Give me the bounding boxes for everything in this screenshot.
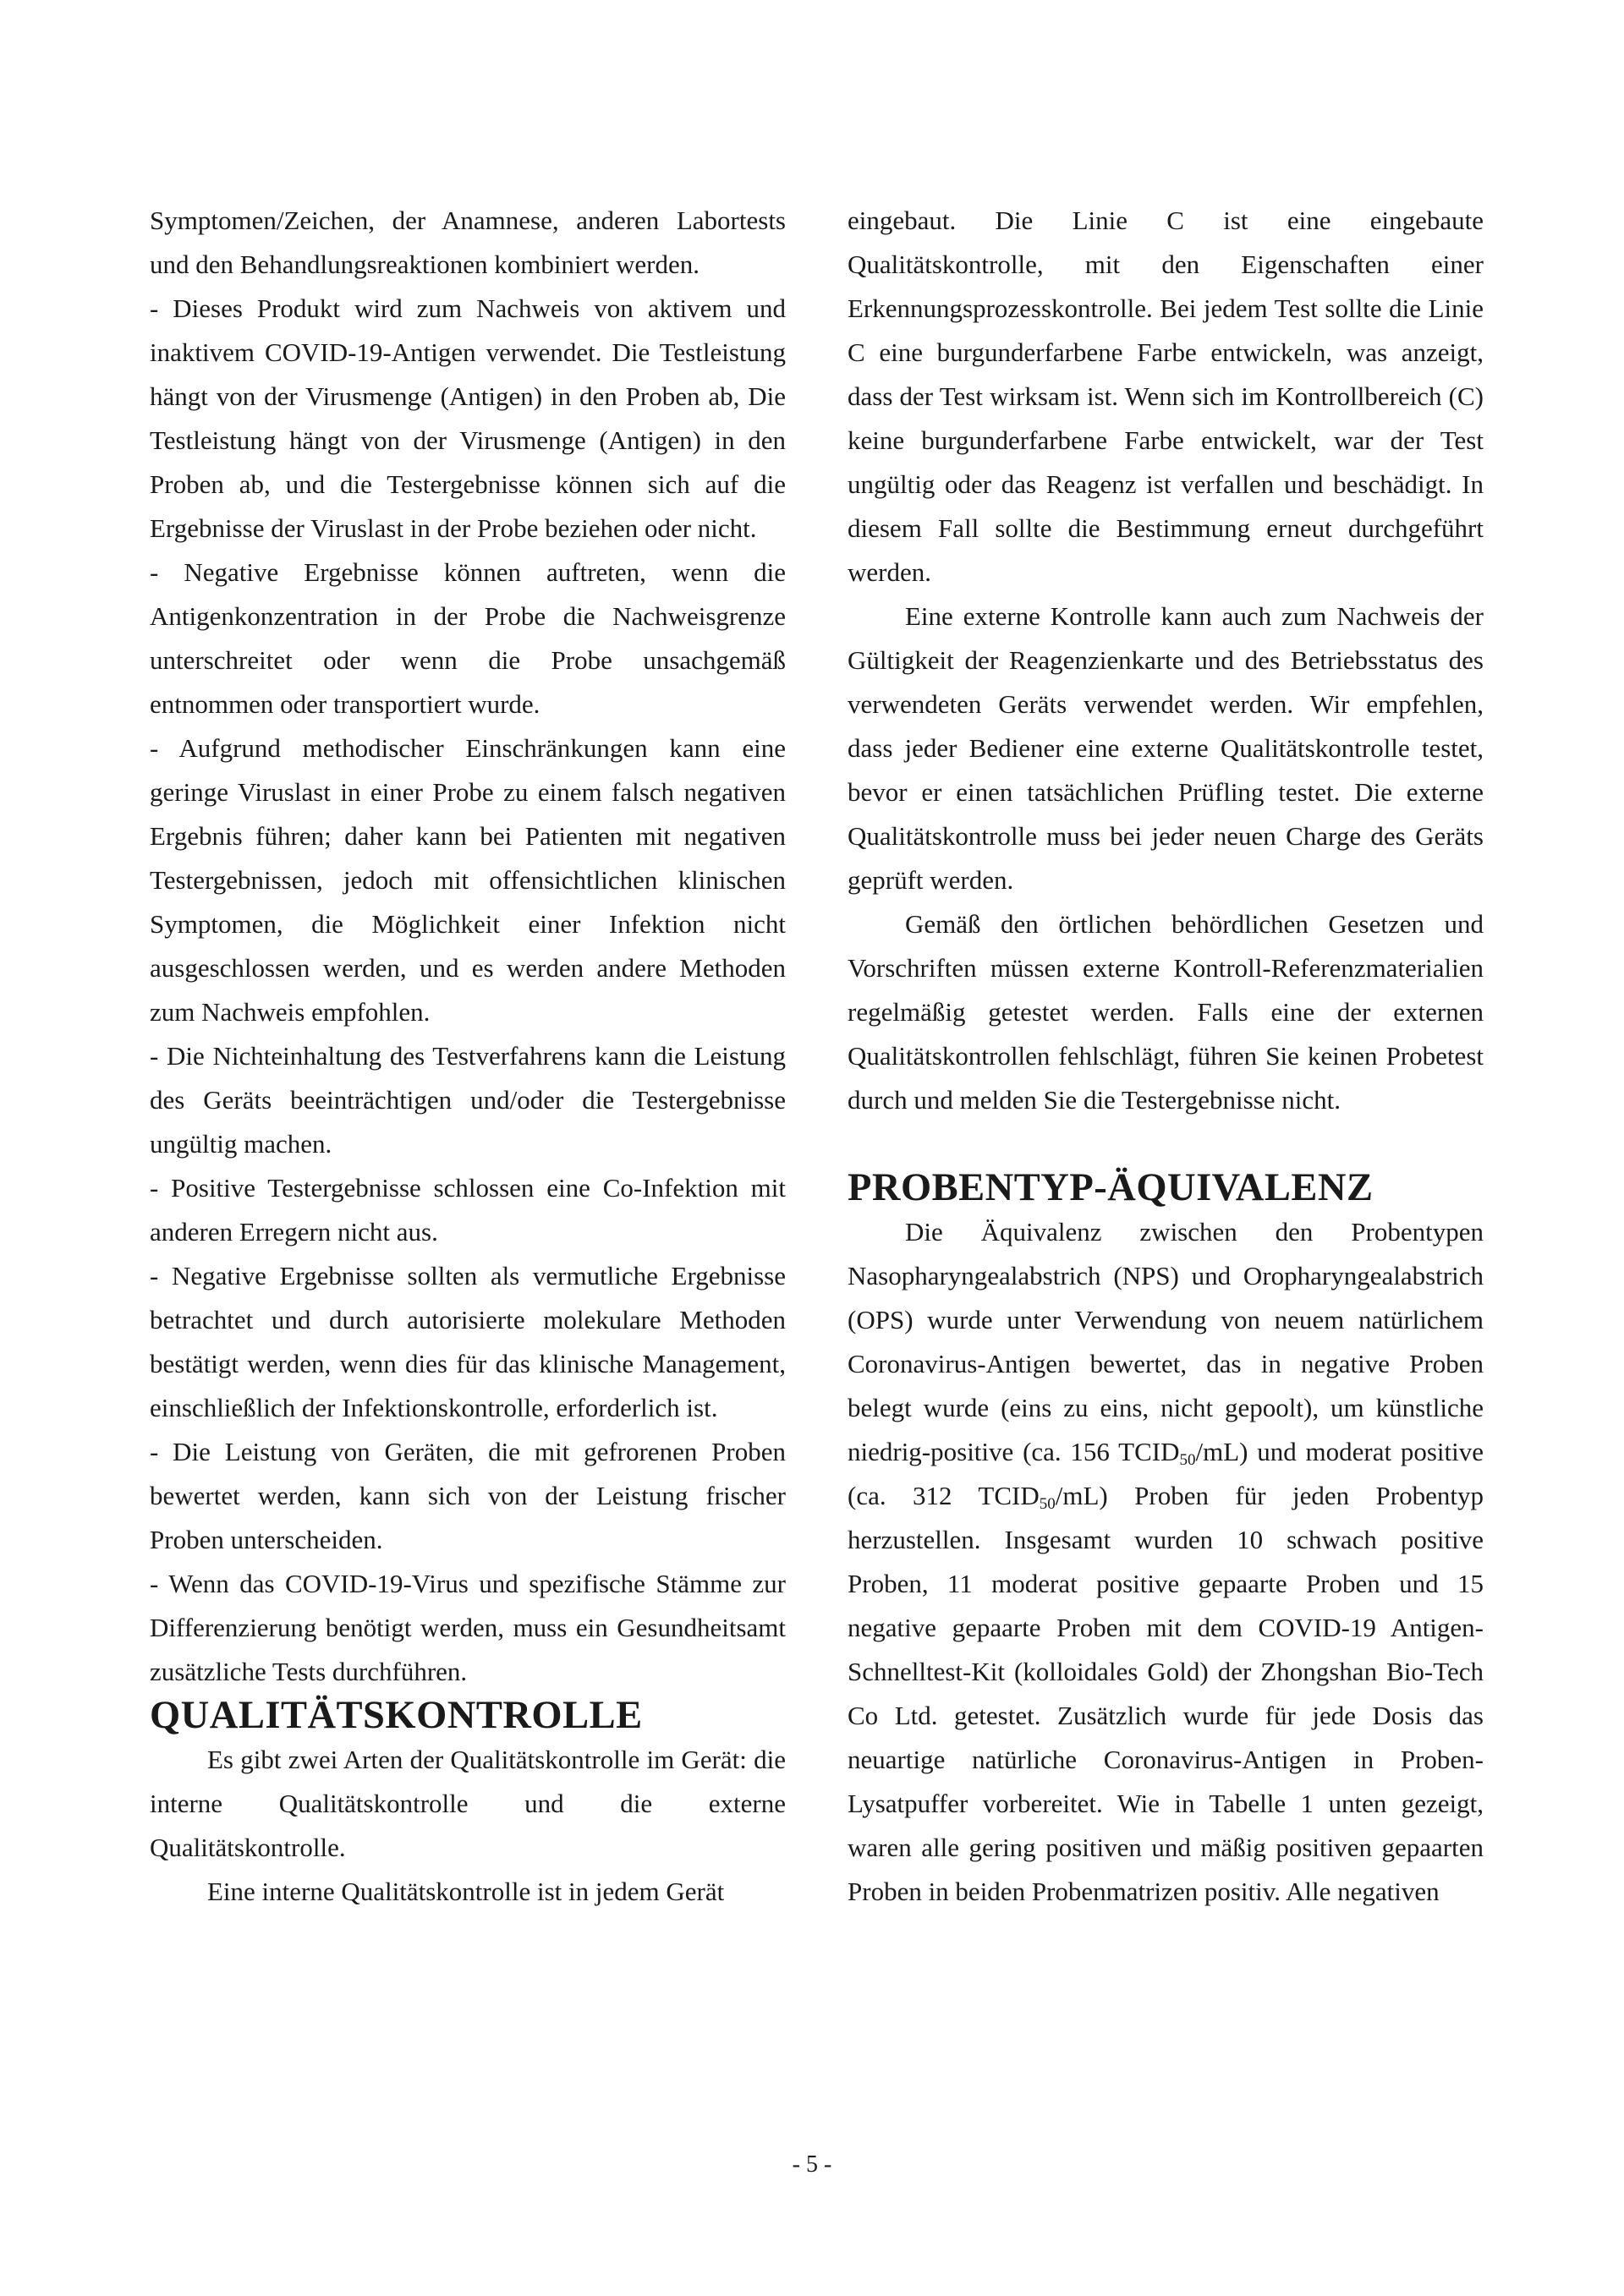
paragraph-presumptive-negative: - Negative Ergebnisse sollten als vermutliche Ergebnisse betrachtet und durch autorisierte molekulare Methoden bestätigt werden, wenn dies für das klinische Management, einschließlich der Infektionskontrolle, erforderlich ist. [150, 1261, 786, 1422]
section-heading-specimen-equivalence: PROBENTYP-ÄQUIVALENZ [848, 1166, 1374, 1209]
paragraph-internal-qc-start: Eine interne Qualitätskontrolle ist in jedem Gerät [207, 1877, 725, 1906]
page-number: - 5 - [792, 2151, 832, 2178]
paragraph-external-control: Eine externe Kontrolle kann auch zum Nachweis der Gültigkeit der Reagenzienkarte und des Betriebsstatus des verwendeten Geräts verwendet werden. Wir empfehlen, dass jeder Bediener eine externe Qualitätskontrolle testet, bevor er einen tatsächlichen Prüfling testet. Die externe Qualitätskontrolle muss bei jeder neuen Charge des Geräts geprüft werden. [848, 601, 1484, 895]
equivalence-text-part-1: Die Äquivalenz zwischen den Probentypen Nasopharyngealabstrich (NPS) und Oropharyngealabstrich (OPS) wurde unter Verwendung von neuem natürlichem Coronavirus-Antigen bewertet, das in negative Proben belegt wurde (eins zu eins, nicht gepoolt), um künstliche niedrig-positive (ca. 156 TCID [848, 1217, 1484, 1466]
paragraph-negative-results-concentration: - Negative Ergebnisse können auftreten, wenn die Antigenkonzentration in der Probe die Nachweisgrenze unterschreitet oder wenn die Probe unsachgemäß entnommen oder transportiert wurde. [150, 557, 786, 719]
paragraph-internal-qc-continuation: eingebaut. Die Linie C ist eine eingebaute Qualitätskontrolle, mit den Eigenschaften einer Erkennungsprozesskontrolle. Bei jedem Test sollte die Linie C eine burgunderfarbene Farbe entwickeln, was anzeigt, dass der Test wirksam ist. Wenn sich im Kontrollbereich (C) keine burgunderfarbene Farbe entwickelt, war der Test ungültig oder das Reagenz ist verfallen und beschädigt. In diesem Fall sollte die Bestimmung erneut durchgeführt werden. [848, 205, 1484, 587]
equivalence-text-part-3: /mL) Proben für jeden Probentyp herzustellen. Insgesamt wurden 10 schwach positive Proben, 11 moderat positive gepaarte Proben und 15 negative gepaarte Proben mit dem COVID-19 Antigen-Schnelltest-Kit (kolloidales Gold) der Zhongshan Bio-Tech Co Ltd. getestet. Zusätzlich wurde für jede Dosis das neuartige natürliche Coronavirus-Antigen in Proben-Lysatpuffer vorbereitet. Wie in Tabelle 1 unten gezeigt, waren alle gering positiven und mäßig positiven gepaarten Proben in beiden Probenmatrizen positiv. Alle negativen [848, 1481, 1484, 1906]
paragraph-strain-differentiation: - Wenn das COVID-19-Virus und spezifische Stämme zur Differenzierung benötigt werden, muss ein Gesundheitsamt zusätzliche Tests durchführen. [150, 1569, 786, 1686]
paragraph-regulations: Gemäß den örtlichen behördlichen Gesetzen und Vorschriften müssen externe Kontroll-Referenzmaterialien regelmäßig getestet werden. Falls eine der externen Qualitätskontrollen fehlschlägt, führen Sie keinen Probetest durch und melden Sie die Testergebnisse nicht. [848, 909, 1484, 1115]
paragraph-co-infection: - Positive Testergebnisse schlossen eine Co-Infektion mit anderen Erregern nicht aus. [150, 1173, 786, 1247]
paragraph-active-inactive-antigen: - Dieses Produkt wird zum Nachweis von aktivem und inaktivem COVID-19-Antigen verwendet. Die Testleistung hängt von der Virusmenge (Antigen) in den Proben ab, Die Testleistung hängt von der Virusmenge (Antigen) in den Proben ab, und die Testergebnisse können sich auf die Ergebnisse der Viruslast in der Probe beziehen oder nicht. [150, 293, 786, 543]
paragraph-frozen-samples: - Die Leistung von Geräten, die mit gefrorenen Proben bewertet werden, kann sich von der Leistung frischer Proben unterscheiden. [150, 1437, 786, 1554]
paragraph-two-types-qc: Es gibt zwei Arten der Qualitätskontrolle im Gerät: die interne Qualitätskontrolle und die externe Qualitätskontrolle. [150, 1745, 786, 1862]
right-column [848, 199, 1484, 1914]
section-heading-quality-control: QUALITÄTSKONTROLLE [150, 1694, 643, 1737]
section-spacer [848, 1122, 1484, 1166]
tcid-subscript-2: 50 [1039, 1495, 1056, 1513]
left-column [150, 199, 786, 1914]
paragraph-methodical-limitations: - Aufgrund methodischer Einschränkungen kann eine geringe Viruslast in einer Probe zu einem falsch negativen Ergebnis führen; daher kann bei Patienten mit negativen Testergebnissen, jedoch mit offensichtlichen klinischen Symptomen, die Möglichkeit einer Infektion nicht ausgeschlossen werden, und es werden andere Methoden zum Nachweis empfohlen. [150, 733, 786, 1027]
paragraph-specimen-equivalence [848, 1210, 1484, 1914]
equivalence-text-part-2: /mL) und moderat positive (ca. 312 TCID [848, 1437, 1484, 1510]
tcid-subscript-1: 50 [1179, 1451, 1196, 1469]
paragraph-test-procedure-noncompliance: - Die Nichteinhaltung des Testverfahrens kann die Leistung des Geräts beeinträchtigen und/oder die Testergebnisse ungültig machen. [150, 1041, 786, 1159]
paragraph-symptoms-continuation: Symptomen/Zeichen, der Anamnese, anderen Labortests und den Behandlungsreaktionen kombiniert werden. [150, 205, 786, 279]
